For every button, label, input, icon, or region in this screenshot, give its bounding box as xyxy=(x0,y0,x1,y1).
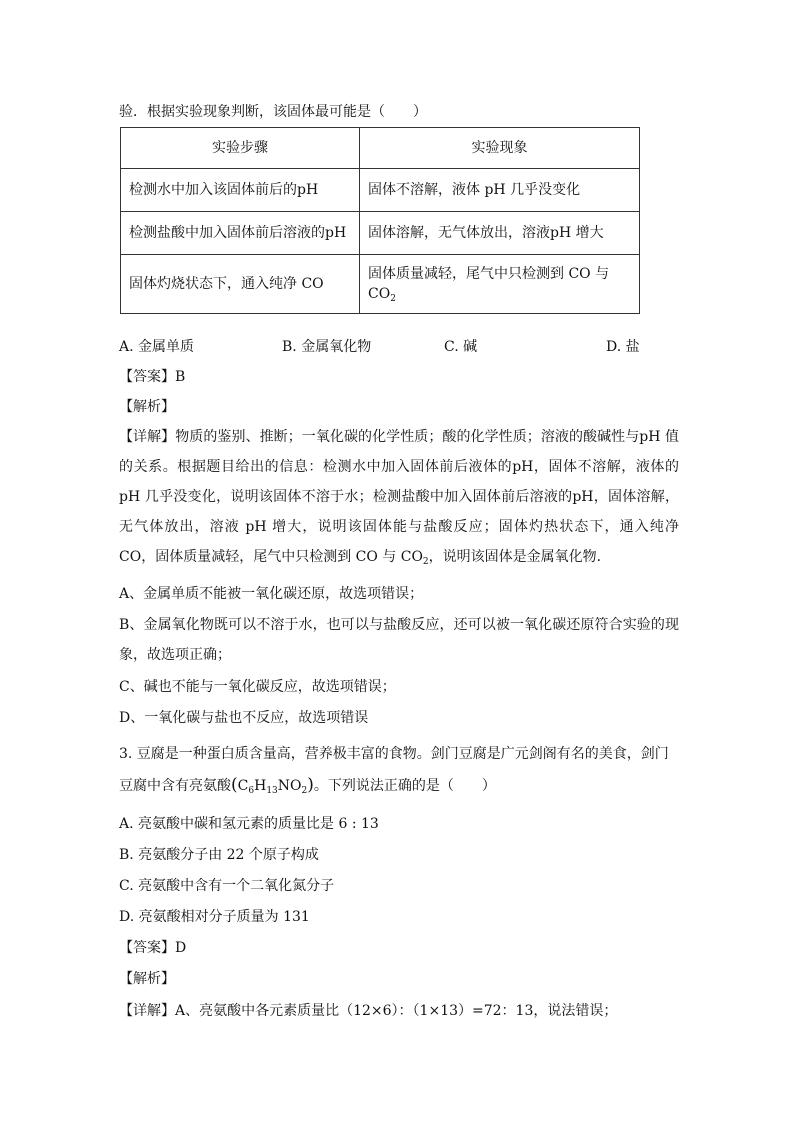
table-cell-result xyxy=(360,255,640,314)
table-cell-result: 固体溶解，无气体放出，溶液pH 增大 xyxy=(360,212,640,255)
table-cell-step: 检测水中加入该固体前后的pH xyxy=(121,169,360,212)
option-a: A. 金属单质 xyxy=(119,339,195,355)
answer-label: 【答案】D xyxy=(119,940,187,956)
detail-paragraph: 【详解】物质的鉴别、推断；一氧化碳的化学性质；酸的化学性质；溶液的酸碱性与pH 值的关系。根据题目给出的信息：检测水中加入固体前后液体的pH，固体不溶解，液体的 pH 几乎没变化，说明该固体不溶于水；检测盐酸中加入固体前后溶液的pH，固体溶解，无气体放出，溶液 pH 增大，说明该固体能与盐酸反应；固体灼热状态下，通入纯净 CO，固体质量减轻，尾气中只检测到 CO 与 $CO_2$，说明该固体是金属氧化物． xyxy=(119,429,679,567)
table-cell-step: 检测盐酸中加入固体前后溶液的pH xyxy=(121,212,360,255)
option-b: B. 金属氧化物 xyxy=(282,339,372,355)
table-header-row xyxy=(121,128,640,169)
chemical-formula: $C_6H_{13}NO_2$ xyxy=(237,778,308,796)
analysis-label: 【解析】 xyxy=(119,971,175,987)
question-3-option-d: D. 亮氨酸相对分子质量为 131 xyxy=(119,909,310,925)
question-3-stem-line2: 豆腐中含有亮氨酸$(C_6H_{13}NO_2)$。下列说法正确的是（ ） xyxy=(119,775,496,796)
table-row xyxy=(121,255,640,314)
option-c: C. 碱 xyxy=(444,339,478,355)
question-3-option-a: A. 亮氨酸中碳和氢元素的质量比是 6 : 13 xyxy=(119,816,379,832)
table-cell-step: 固体灼烧状态下，通入纯净 CO xyxy=(121,255,360,314)
question-3-option-c: C. 亮氨酸中含有一个二氧化氮分子 xyxy=(119,878,335,894)
option-c-analysis: C、碱也不能与一氧化碳反应，故选项错误； xyxy=(119,679,396,695)
question-3-stem-line1: 3. 豆腐是一种蛋白质含量高，营养极丰富的食物。剑门豆腐是广元剑阁有名的美食，剑门 xyxy=(119,746,669,762)
table-header-phenomena: 实验现象 xyxy=(360,128,640,169)
subscript: 2 xyxy=(390,294,396,304)
table-header-steps: 实验步骤 xyxy=(121,128,360,169)
table-row xyxy=(121,169,640,212)
question-2-options xyxy=(119,336,659,356)
analysis-label: 【解析】 xyxy=(119,399,175,415)
question-2-stem-tail: 验．根据实验现象判断，该固体最可能是（ ） xyxy=(119,104,427,120)
experiment-table xyxy=(120,127,640,314)
option-d-analysis: D、一氧化碳与盐也不反应，故选项错误 xyxy=(119,710,369,726)
table-row xyxy=(121,212,640,255)
detail-paragraph: 【详解】A、亮氨酸中各元素质量比（12×6）：（1×13）=72：13，说法错误； xyxy=(119,1003,618,1019)
subscript: 2 xyxy=(422,557,429,567)
table-cell-result: 固体不溶解，液体 pH 几乎没变化 xyxy=(360,169,640,212)
option-b-analysis: B、金属氧化物既可以不溶于水，也可以与盐酸反应，还可以被一氧化碳还原符合实验的现象，故选项正确； xyxy=(119,617,679,663)
table-cell-result-line2: CO xyxy=(368,286,391,302)
question-3-option-b: B. 亮氨酸分子由 22 个原子构成 xyxy=(119,847,319,863)
answer-label: 【答案】B xyxy=(119,369,186,385)
option-a-analysis: A、金属单质不能被一氧化碳还原，故选项错误； xyxy=(119,586,424,602)
option-d: D. 盐 xyxy=(606,339,640,355)
table-cell-result-line1: 固体质量减轻，尾气中只检测到 CO 与 xyxy=(368,266,610,282)
